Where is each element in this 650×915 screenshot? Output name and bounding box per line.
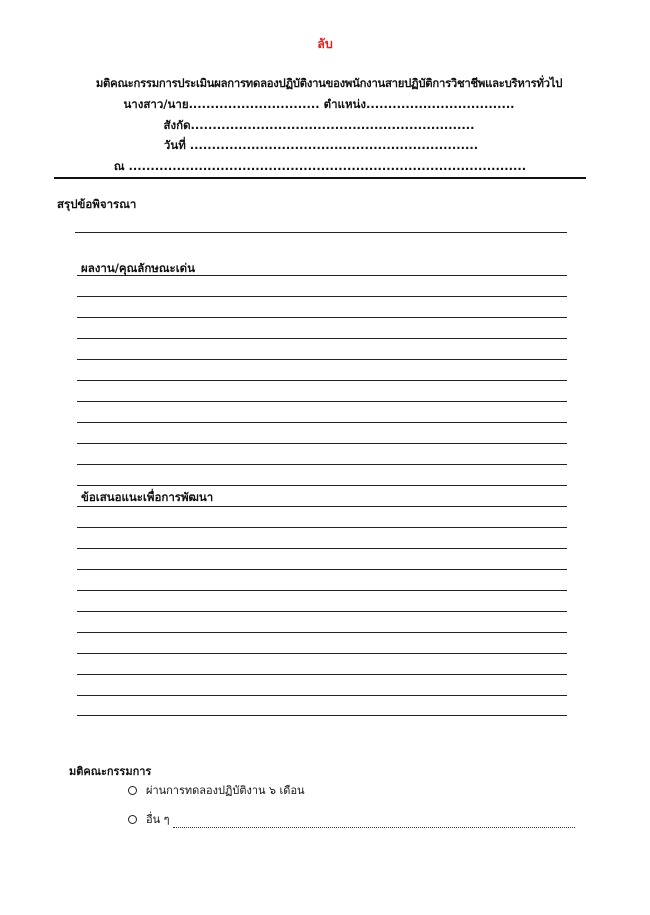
radio-circle-icon[interactable] — [128, 786, 137, 795]
option-pass-label: ผ่านการทดลองปฏิบัติงาน ๖ เดือน — [146, 784, 305, 797]
department-line: สังกัด................................................................. — [163, 118, 475, 132]
performance-write-line[interactable] — [77, 359, 567, 360]
option-pass-probation[interactable] — [128, 781, 305, 799]
name-position-line: นางสาว/นาย.............................. ตำแหน่ง.................................. — [123, 97, 515, 111]
development-write-line[interactable] — [77, 695, 567, 696]
development-write-line[interactable] — [77, 527, 567, 528]
development-write-line[interactable] — [77, 674, 567, 675]
development-section-title: ข้อเสนอแนะเพื่อการพัฒนา — [81, 490, 214, 504]
venue-line: ณ ........................................................................................... — [113, 159, 527, 173]
development-write-line[interactable] — [77, 506, 567, 507]
performance-write-line[interactable] — [77, 275, 567, 276]
performance-write-line[interactable] — [77, 380, 567, 381]
performance-write-line[interactable] — [77, 338, 567, 339]
development-write-line[interactable] — [77, 569, 567, 570]
development-write-line[interactable] — [77, 611, 567, 612]
development-write-line[interactable] — [77, 590, 567, 591]
performance-write-line[interactable] — [77, 464, 567, 465]
performance-write-line[interactable] — [77, 422, 567, 423]
development-write-line[interactable] — [77, 715, 567, 716]
performance-write-line[interactable] — [77, 317, 567, 318]
option-other-fill-line[interactable] — [173, 817, 575, 828]
performance-section-title: ผลงาน/คุณลักษณะเด่น — [81, 261, 195, 275]
committee-resolution-title: มติคณะกรรมการ — [69, 765, 152, 778]
confidential-label: ลับ — [317, 36, 333, 51]
option-other[interactable] — [128, 810, 575, 828]
summary-write-line[interactable] — [75, 232, 567, 233]
form-title: มติคณะกรรมการประเมินผลการทดลองปฏิบัติงานของพนักงานสายปฏิบัติการวิชาชีพและบริหารทั่วไป — [95, 77, 563, 90]
development-write-line[interactable] — [77, 548, 567, 549]
date-line: วันที่ .................................................................. — [163, 138, 479, 152]
performance-write-line[interactable] — [77, 296, 567, 297]
performance-write-line[interactable] — [77, 485, 567, 486]
summary-section-title: สรุปข้อพิจารณา — [57, 197, 137, 211]
radio-circle-icon[interactable] — [128, 815, 137, 824]
header-divider — [54, 177, 586, 179]
development-write-line[interactable] — [77, 632, 567, 633]
performance-write-line[interactable] — [77, 443, 567, 444]
option-other-label: อื่น ๆ — [146, 813, 170, 826]
performance-write-line[interactable] — [77, 401, 567, 402]
development-write-line[interactable] — [77, 653, 567, 654]
